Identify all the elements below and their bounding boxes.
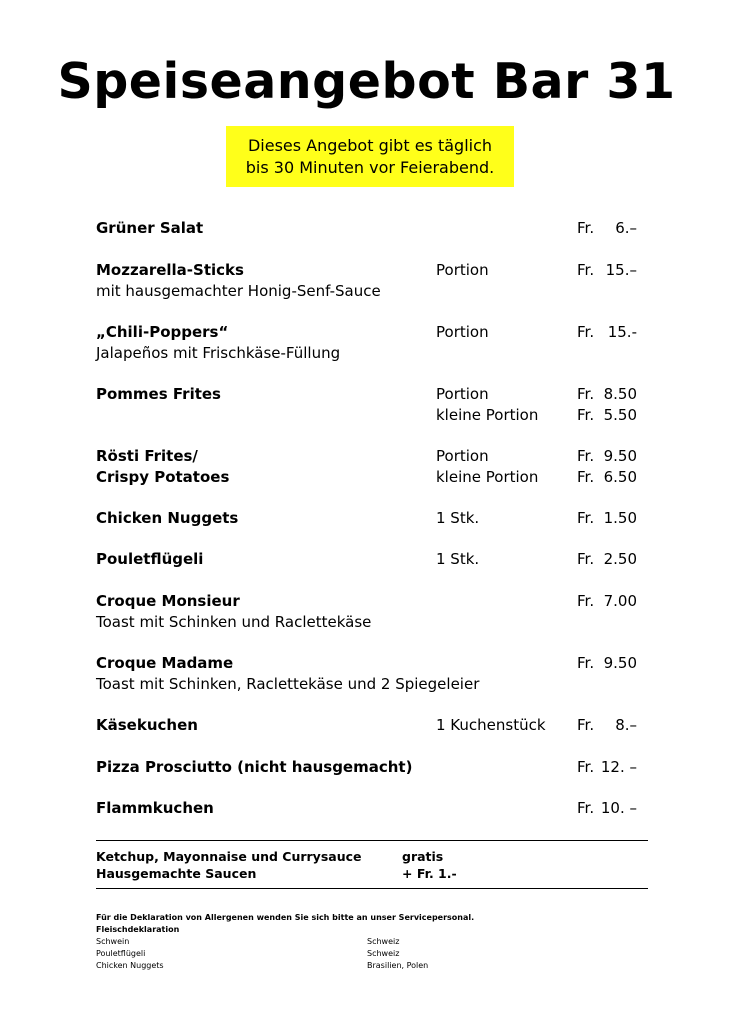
sauce-name: Ketchup, Mayonnaise und Currysauce <box>96 849 362 864</box>
menu-item-unit: Portion <box>436 323 489 341</box>
currency-label: Fr. <box>577 716 595 734</box>
currency-label: Fr. <box>577 447 595 465</box>
menu-item-name: Croque Madame <box>96 654 234 672</box>
menu-item-unit-small: kleine Portion <box>436 468 539 486</box>
menu-item-unit: 1 Stk. <box>436 509 480 527</box>
menu-item-price: 2.50 <box>603 550 637 568</box>
menu-item-unit: Portion <box>436 385 489 403</box>
meat-item: Chicken Nuggets <box>96 961 164 970</box>
meat-origin: Schweiz <box>367 937 400 946</box>
menu-item-name: Grüner Salat <box>96 219 204 237</box>
currency-label: Fr. <box>577 323 595 341</box>
currency-label: Fr. <box>577 509 595 527</box>
menu-item-name: Mozzarella-Sticks <box>96 261 244 279</box>
menu-item-price: 9.50 <box>603 654 637 672</box>
menu-item-name: Käsekuchen <box>96 716 198 734</box>
menu-item-name-line-2: Crispy Potatoes <box>96 468 230 486</box>
meat-origin: Schweiz <box>367 949 400 958</box>
menu-item-price: 9.50 <box>603 447 637 465</box>
menu-item-price: 15.- <box>607 323 637 341</box>
menu-item-price: 8.– <box>615 716 637 734</box>
menu-item-name: Pommes Frites <box>96 385 221 403</box>
allergen-note-text: Für die Deklaration von Allergenen wenden Sie sich bitte an unser Servicepersonal. <box>96 913 475 922</box>
menu-item-unit: 1 Stk. <box>436 550 480 568</box>
notice-line-1: Dieses Angebot gibt es täglich <box>247 136 493 155</box>
currency-label: Fr. <box>577 385 595 403</box>
menu-item-name: Croque Monsieur <box>96 592 240 610</box>
meat-origin: Brasilien, Polen <box>367 961 429 970</box>
menu-item-price: 7.00 <box>603 592 637 610</box>
menu-item-price: 1.50 <box>603 509 637 527</box>
divider <box>96 888 648 889</box>
menu-item-description: mit hausgemachter Honig-Senf-Sauce <box>96 282 381 300</box>
menu-item-description: Jalapeños mit Frischkäse-Füllung <box>96 344 341 362</box>
currency-label: Fr. <box>577 550 595 568</box>
sauce-name: Hausgemachte Saucen <box>96 866 257 881</box>
currency-label: Fr. <box>577 799 595 817</box>
menu-item-price-small: 6.50 <box>603 468 637 486</box>
currency-label: Fr. <box>577 406 595 424</box>
menu-item-name: Flammkuchen <box>96 799 214 817</box>
menu-item-price: 10. – <box>600 799 637 817</box>
divider <box>96 840 648 841</box>
menu-item-price: 15.– <box>605 261 637 279</box>
currency-label: Fr. <box>577 592 595 610</box>
menu-item-name: Pizza Prosciutto (nicht hausgemacht) <box>96 758 413 776</box>
notice-line-2: bis 30 Minuten vor Feierabend. <box>245 158 495 177</box>
meat-item: Pouletflügeli <box>96 949 146 958</box>
menu-item-unit: 1 Kuchenstück <box>436 716 546 734</box>
currency-label: Fr. <box>577 468 595 486</box>
menu-item-unit: Portion <box>436 447 489 465</box>
menu-item-price-small: 5.50 <box>603 406 637 424</box>
menu-item-unit-small: kleine Portion <box>436 406 539 424</box>
currency-label: Fr. <box>577 261 595 279</box>
menu-item-unit: Portion <box>436 261 489 279</box>
menu-item-name: Rösti Frites/ <box>96 447 198 465</box>
meat-declaration-heading-text: Fleischdeklaration <box>96 925 180 934</box>
menu-item-name: „Chili-Poppers“ <box>96 323 229 341</box>
currency-label: Fr. <box>577 654 595 672</box>
currency-label: Fr. <box>577 219 595 237</box>
meat-item: Schwein <box>96 937 130 946</box>
sauce-price: gratis <box>402 849 444 864</box>
menu-item-price: 12. – <box>600 758 637 776</box>
menu-item-description: Toast mit Schinken, Raclettekäse und 2 Spiegeleier <box>96 675 480 693</box>
availability-notice <box>226 126 514 187</box>
menu-item-name: Pouletflügeli <box>96 550 204 568</box>
currency-label: Fr. <box>577 758 595 776</box>
menu-item-name: Chicken Nuggets <box>96 509 239 527</box>
menu-item-description: Toast mit Schinken und Raclettekäse <box>96 613 372 631</box>
sauce-price: + Fr. 1.- <box>402 866 457 881</box>
page-title: Speiseangebot Bar 31 <box>57 53 676 110</box>
menu-item-price: 8.50 <box>603 385 637 403</box>
menu-item-price: 6.– <box>615 219 637 237</box>
